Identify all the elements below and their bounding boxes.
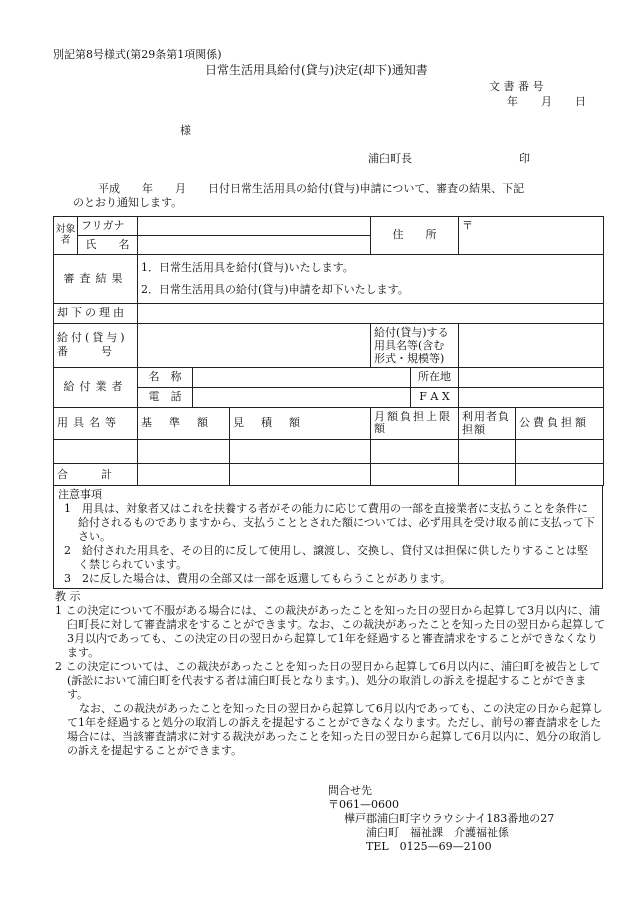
contact-block bbox=[328, 784, 554, 854]
review-option-reject: 2．日常生活用具の給付(貸与)申請を却下いたします。 bbox=[141, 282, 409, 296]
kyoji-paragraph-1: 1 この決定について不服がある場合には、この裁決があったことを知った日の翌日から起算して3月以内に、浦臼町長に対して審査請求をすることができます。なお、この裁決があったことを知った日の翌日から起算して3月以内であっても、この決定の日の翌日から起算して1年を経過すると審査請求をすることができなくなります。 bbox=[55, 604, 606, 659]
address-label: 住 所 bbox=[371, 217, 459, 255]
note-item-1: 1 用具は、対象者又はこれを扶養する者がその能力に応じて費用の一部を直接業者に支払うことを条件に給付されるものでありますから、支払うこととされた額については、必ず用具を受け取る前に支払って下さい。 bbox=[64, 502, 595, 543]
document-number-label: 文 書 番 号 bbox=[489, 80, 544, 93]
kyoji-paragraph-2: 2 この決定については、この裁決があったことを知った日の翌日から起算して6月以内に、浦臼町を被告として(訴訟において浦臼町を代表する者は浦臼町長となります。)、処分の取消しの訴えを提起することができます。 bbox=[55, 660, 601, 701]
vendor-phone-field[interactable] bbox=[193, 387, 411, 407]
document-title: 日常生活用具給付(貸与)決定(却下)通知書 bbox=[205, 63, 428, 77]
contact-address: 樺戸郡浦臼町字ウラウシナイ183番地の27 bbox=[344, 812, 555, 825]
col-monthly-cap: 月額負担上限額 bbox=[371, 407, 459, 440]
grant-number-label-line2: 番 号 bbox=[57, 345, 112, 358]
contact-dept: 浦臼町 福祉課 介護福祉係 bbox=[366, 826, 509, 839]
vendor-name-label: 名 称 bbox=[138, 367, 193, 387]
total-user-cell[interactable] bbox=[459, 464, 516, 486]
reject-reason-field[interactable] bbox=[138, 303, 604, 323]
postal-mark: 〒 bbox=[462, 219, 473, 232]
col-estimate-amount: 見 積 額 bbox=[230, 407, 371, 440]
vendor-location-field[interactable] bbox=[459, 367, 604, 387]
seal-mark: 印 bbox=[519, 152, 530, 165]
total-cap-cell[interactable] bbox=[371, 464, 459, 486]
total-estimate-cell[interactable] bbox=[230, 464, 371, 486]
kyoji-section bbox=[55, 590, 605, 758]
user-burden-cell[interactable] bbox=[459, 440, 516, 464]
public-burden-cell[interactable] bbox=[516, 440, 604, 464]
address-field[interactable] bbox=[459, 217, 604, 255]
vendor-fax-label: F A X bbox=[411, 387, 459, 407]
issuer-name: 浦臼町長 bbox=[368, 152, 412, 165]
notes-title: 注意事項 bbox=[58, 488, 102, 501]
vendor-location-label: 所在地 bbox=[411, 367, 459, 387]
standard-cell[interactable] bbox=[138, 440, 230, 464]
notes-box bbox=[53, 486, 603, 589]
cap-cell[interactable] bbox=[371, 440, 459, 464]
kyoji-paragraph-3: なお、この裁決があったことを知った日の翌日から起算して6月以内であっても、この決定の日から起算して1年を経過すると処分の取消しの訴えを提起することができなくなります。ただし、前号の審査請求をした場合には、当該審査請求に対する裁決があったことを知った日の翌日から起算して6月以内に、処分の取消しの訴えを提起することができます。 bbox=[67, 702, 603, 757]
furigana-label: フリガナ bbox=[78, 217, 138, 236]
col-user-burden: 利用者負担額 bbox=[459, 407, 516, 440]
estimate-cell[interactable] bbox=[230, 440, 371, 464]
kyoji-title: 教 示 bbox=[55, 590, 81, 603]
col-public-burden: 公費負担額 bbox=[516, 407, 604, 440]
item-name-label: 給付(貸与)する用具名等(含む形式・規模等) bbox=[371, 323, 459, 367]
application-table bbox=[53, 216, 604, 486]
vendor-label: 給付業者 bbox=[54, 367, 138, 407]
reject-reason-label: 却下の理由 bbox=[54, 303, 138, 323]
total-label: 合 計 bbox=[54, 464, 138, 486]
furigana-field[interactable] bbox=[138, 217, 371, 236]
grant-number-label-line1: 給付(貸与) bbox=[57, 331, 128, 345]
intro-line-1: 平成 年 月 日付日常生活用具の給付(貸与)申請について、審査の結果、下記 bbox=[98, 182, 525, 195]
item-cell[interactable] bbox=[54, 440, 138, 464]
note-item-2: 2 給付された用具を、その目的に反して使用し、譲渡し、交換し、貸付又は担保に供したりすることは堅く禁じられています。 bbox=[64, 544, 588, 571]
vendor-phone-label: 電 話 bbox=[138, 387, 193, 407]
review-result-label: 審査結果 bbox=[54, 254, 138, 303]
total-standard-cell[interactable] bbox=[138, 464, 230, 486]
grant-number-label bbox=[54, 323, 138, 367]
grant-number-field[interactable] bbox=[138, 323, 371, 367]
contact-postal: 〒061—0600 bbox=[328, 798, 399, 811]
contact-tel: TEL 0125—69—2100 bbox=[366, 840, 492, 853]
name-label: 氏 名 bbox=[78, 235, 138, 254]
vendor-fax-field[interactable] bbox=[459, 387, 604, 407]
note-item-3: 3 2に反した場合は、費用の全部又は一部を返還してもらうことがあります。 bbox=[64, 572, 452, 585]
item-name-field[interactable] bbox=[459, 323, 604, 367]
col-standard-amount: 基 準 額 bbox=[138, 407, 230, 440]
subject-label: 対象者 bbox=[54, 217, 78, 255]
contact-label: 問合せ先 bbox=[328, 784, 372, 797]
addressee-sama: 様 bbox=[180, 124, 191, 137]
review-result-options[interactable] bbox=[138, 254, 604, 303]
total-public-cell[interactable] bbox=[516, 464, 604, 486]
form-reference: 別記第8号様式(第29条第1項関係) bbox=[53, 48, 222, 61]
name-field[interactable] bbox=[138, 235, 371, 254]
review-option-grant: 1．日常生活用具を給付(貸与)いたします。 bbox=[141, 260, 354, 274]
col-item-name: 用具名等 bbox=[54, 407, 138, 440]
vendor-name-field[interactable] bbox=[193, 367, 411, 387]
document-date: 年 月 日 bbox=[507, 95, 592, 108]
intro-line-2: のとおり通知します。 bbox=[73, 196, 183, 209]
